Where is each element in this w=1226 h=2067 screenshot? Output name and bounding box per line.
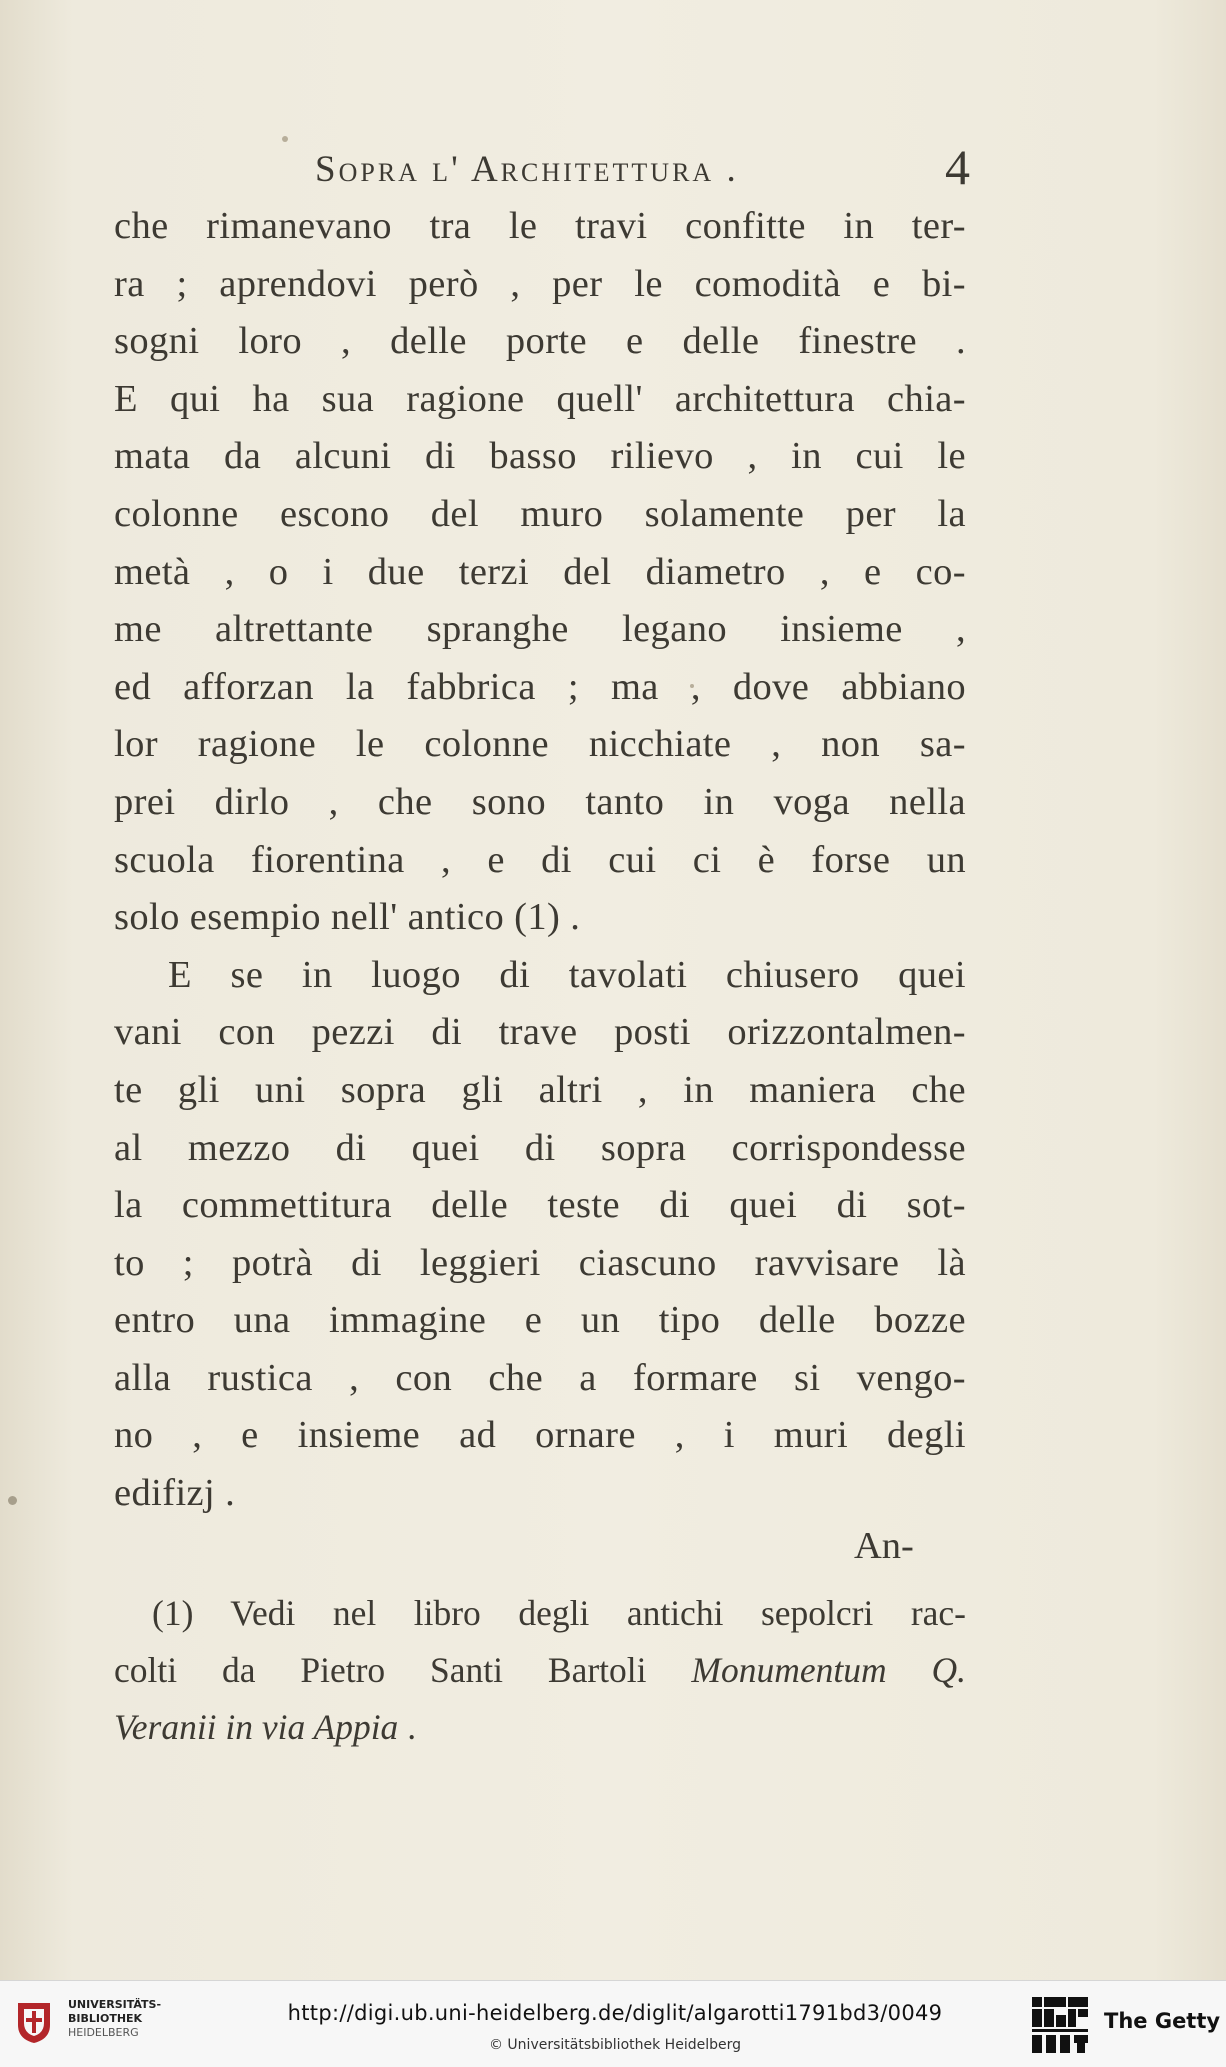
- text-line: prei dirlo , che sono tanto in voga nella: [114, 780, 966, 823]
- text-line: colonne escono del muro solamente per la: [114, 492, 966, 535]
- text-line: mata da alcuni di basso rilievo , in cui le: [114, 435, 966, 478]
- viewer-footer: [0, 1980, 1226, 2067]
- footnote-text: colti da Pietro Santi Bartoli: [114, 1650, 647, 1690]
- footnote-line: [114, 1642, 966, 1699]
- footnote-italic-title: Monumentum Q.: [691, 1650, 966, 1690]
- footnote: [114, 1585, 966, 1756]
- text-line: alla rustica , con che a formare si vengo-: [114, 1356, 966, 1399]
- text-line: to ; potrà di leggieri ciascuno ravvisare là: [114, 1241, 966, 1284]
- library-name-line: HEIDELBERG: [68, 2026, 139, 2039]
- text-line: entro una immagine e un tipo delle bozze: [114, 1299, 966, 1342]
- text-line: solo esempio nell' antico (1) .: [114, 896, 581, 939]
- page-number: 4: [945, 139, 970, 195]
- text-line: scuola fiorentina , e di cui ci è forse un: [114, 838, 966, 881]
- heidelberg-emblem-icon: [14, 1999, 54, 2045]
- text-line: me altrettante spranghe legano insieme ,: [114, 608, 966, 651]
- text-line: no , e insieme ad ornare , i muri degli: [114, 1414, 966, 1457]
- footnote-period: .: [407, 1707, 417, 1747]
- catchword: An-: [854, 1525, 914, 1567]
- text-line: lor ragione le colonne nicchiate , non sa-: [114, 723, 966, 766]
- library-logo[interactable]: [14, 1995, 164, 2051]
- main-text: [114, 198, 966, 1523]
- paper-speck: [8, 1496, 17, 1505]
- footnote-line: (1) Vedi nel libro degli antichi sepolcri rac-: [152, 1593, 966, 1633]
- getty-logo-icon[interactable]: [1030, 1995, 1090, 2055]
- text-line: edifizj .: [114, 1472, 236, 1515]
- paragraph-first-line: E se in luogo di tavolati chiusero quei: [168, 953, 966, 996]
- text-line: ed afforzan la fabbrica ; ma , dove abbiano: [114, 665, 966, 708]
- text-line: E qui ha sua ragione quell' architettura chia-: [114, 377, 966, 420]
- text-line: ra ; aprendovi però , per le comodità e bi-: [114, 262, 966, 305]
- footnote-italic-title: Veranii in via Appia: [114, 1707, 399, 1747]
- library-name-line: UNIVERSITÄTS-: [68, 1998, 162, 2011]
- library-name: [68, 1998, 161, 2040]
- text-line: te gli uni sopra gli altri , in maniera che: [114, 1068, 966, 1111]
- getty-name: The Getty: [1104, 2009, 1221, 2033]
- text-line: vani con pezzi di trave posti orizzontalmen-: [114, 1011, 966, 1054]
- permalink-url[interactable]: http://digi.ub.uni-heidelberg.de/diglit/algarotti1791bd3/0049: [287, 2001, 943, 2025]
- text-line: sogni loro , delle porte e delle finestre .: [114, 320, 966, 363]
- text-line: al mezzo di quei di sopra corrispondesse: [114, 1126, 966, 1169]
- footnote-line: [114, 1699, 966, 1756]
- text-line: che rimanevano tra le travi confitte in ter-: [114, 205, 966, 247]
- library-name-line: BIBLIOTHEK: [68, 2012, 143, 2025]
- text-line: la commettitura delle teste di quei di sot-: [114, 1184, 966, 1227]
- text-line: metà , o i due terzi del diametro , e co-: [114, 550, 966, 593]
- running-title: Sopra l' Architettura .: [315, 149, 739, 190]
- copyright-notice: © Universitätsbibliothek Heidelberg: [488, 2037, 741, 2053]
